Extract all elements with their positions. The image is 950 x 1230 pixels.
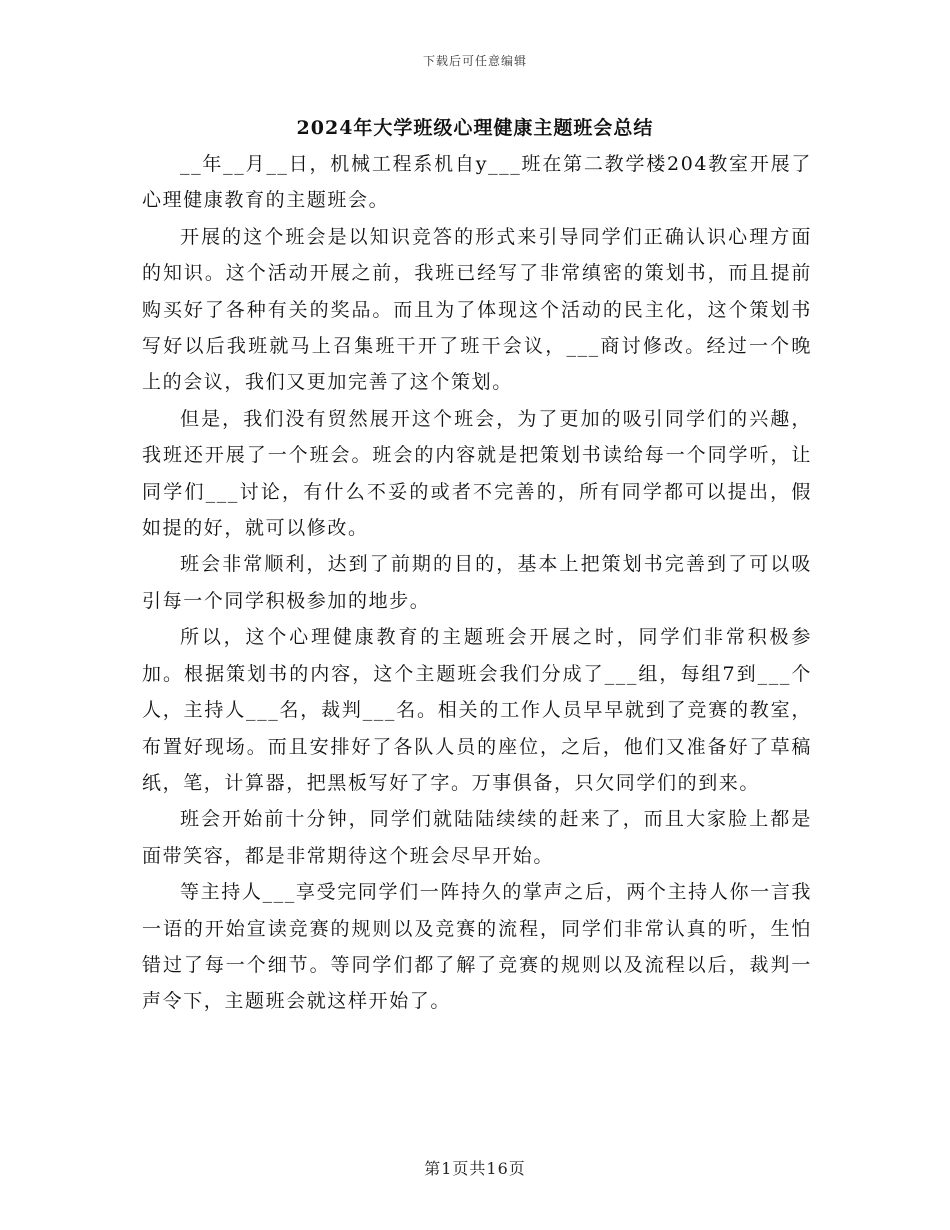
header-note: 下载后可任意编辑 bbox=[422, 54, 527, 68]
paragraph: 开展的这个班会是以知识竞答的形式来引导同学们正确认识心理方面的知识。这个活动开展之前，我班已经写了非常缜密的策划书，而且提前购买好了各种有关的奖品。而且为了体现这个活动的民主化，这个策划书写好以后我班就马上召集班干开了班干会议，___商讨修改。经过一个晚上的会议，我们又更加完善了这个策划。 bbox=[142, 225, 812, 394]
document-title: 2024年大学班级心理健康主题班会总结 bbox=[296, 117, 654, 139]
paragraph: 所以，这个心理健康教育的主题班会开展之时，同学们非常积极参加。根据策划书的内容，这个主题班会我们分成了___组，每组7到___个人，主持人___名，裁判___名。相关的工作人员早早就到了竞赛的教室，布置好现场。而且安排好了各队人员的座位，之后，他们又准备好了草稿纸，笔，计算器，把黑板写好了字。万事俱备，只欠同学们的到来。 bbox=[142, 626, 812, 794]
paragraph: 班会非常顺利，达到了前期的目的，基本上把策划书完善到了可以吸引每一个同学积极参加的地步。 bbox=[142, 553, 812, 612]
paragraph: 等主持人___享受完同学们一阵持久的掌声之后，两个主持人你一言我一语的开始宣读竞赛的规则以及竞赛的流程，同学们非常认真的听，生怕错过了每一个细节。等同学们都了解了竞赛的规则以及流程以后，裁判一声令下，主题班会就这样开始了。 bbox=[142, 881, 812, 1013]
document-body bbox=[142, 146, 812, 1020]
paragraph: __年__月__日，机械工程系机自y___班在第二教学楼204教室开展了心理健康教育的主题班会。 bbox=[142, 153, 812, 212]
paragraph: 班会开始前十分钟，同学们就陆陆续续的赶来了，而且大家脸上都是面带笑容，都是非常期待这个班会尽早开始。 bbox=[142, 808, 812, 867]
page-number: 第1页共16页 bbox=[424, 1159, 526, 1178]
paragraph: 但是，我们没有贸然展开这个班会，为了更加的吸引同学们的兴趣，我班还开展了一个班会。班会的内容就是把策划书读给每一个同学听，让同学们___讨论，有什么不妥的或者不完善的，所有同学都可以提出，假如提的好，就可以修改。 bbox=[142, 407, 812, 540]
